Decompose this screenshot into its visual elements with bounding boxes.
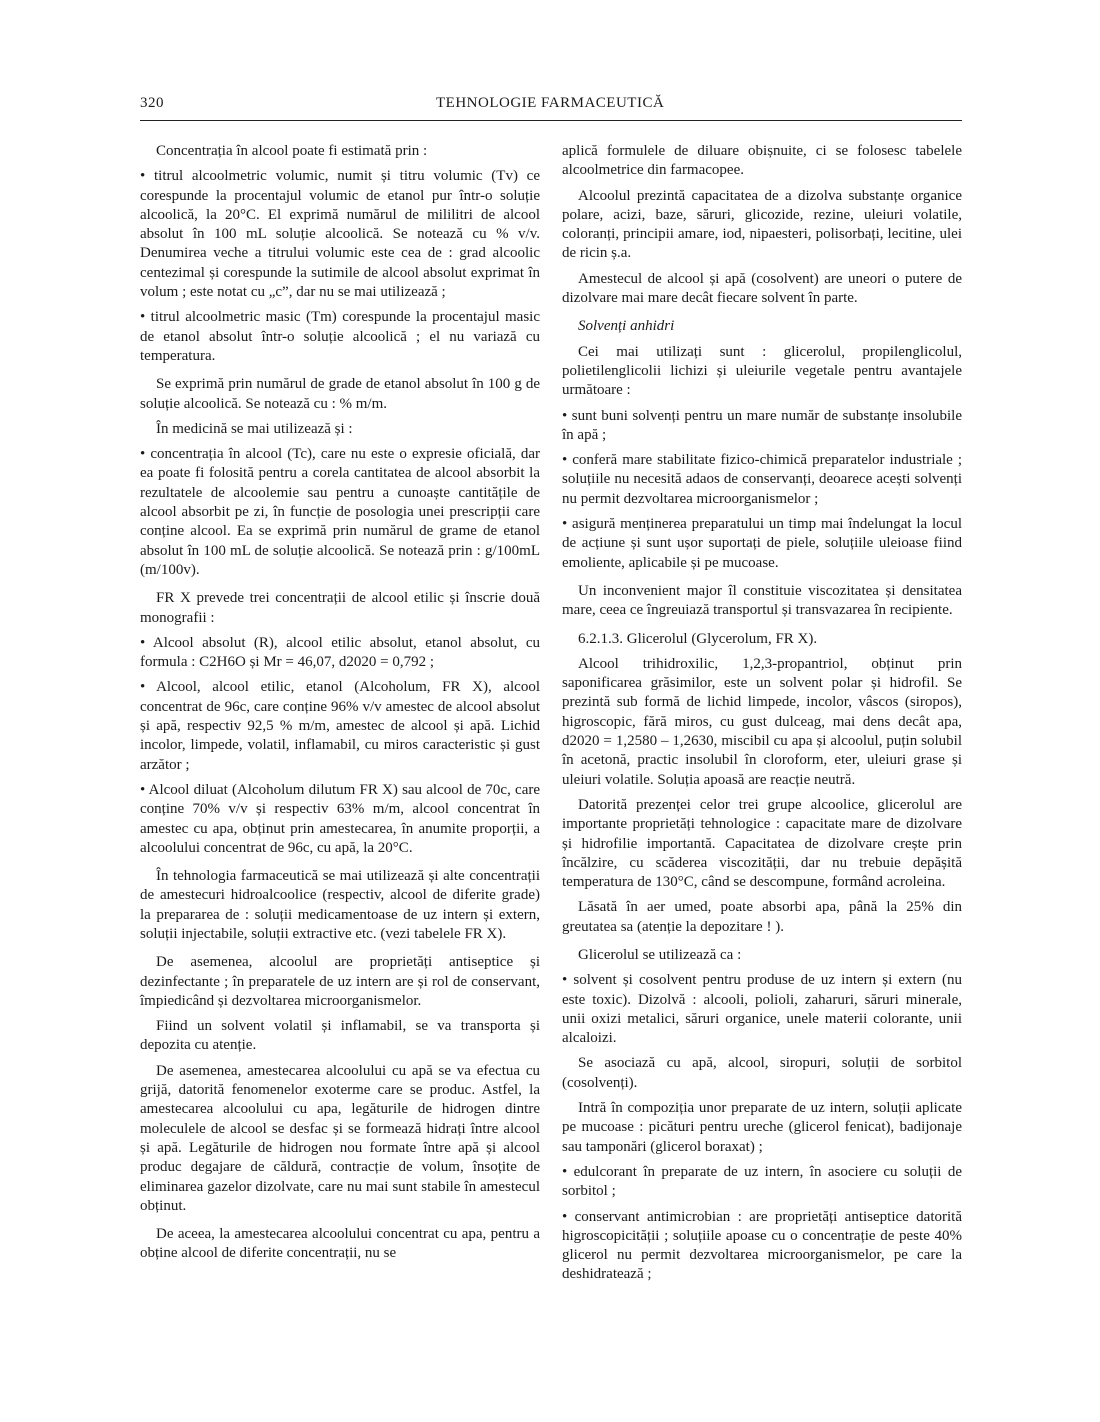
bullet-item: • titrul alcoolmetric masic (Tm) corespunde la procentajul masic de etanol absolut într-o soluție alcoolică ; el nu variază cu temperatura. — [140, 309, 540, 364]
paragraph: În medicină se mai utilizează și : — [156, 420, 353, 437]
paragraph: Amestecul de alcool și apă (cosolvent) are uneori o putere de dizolvare mai mare decât fiecare solvent în parte. — [562, 270, 962, 307]
bullet-item: • conferă mare stabilitate fizico-chimică preparatelor industriale ; soluțiile nu necesită adaos de conservanți, deoarece acești solvenți nu permit dezvoltarea microorganismelor ; — [562, 452, 962, 507]
paragraph: Alcoolul prezintă capacitatea de a dizolva substanțe organice polare, acizi, baze, săruri, glicozide, rezine, uleiuri volatile, coloranți, principii amare, iod, nipaesteri, polisorbați, lecitine, ulei de ricin ș.a. — [562, 187, 962, 262]
left-column — [140, 142, 540, 1270]
paragraph: Fiind un solvent volatil și inflamabil, se va transporta și depozita cu atenție. — [140, 1018, 540, 1054]
paragraph: De aceea, la amestecarea alcoolului concentrat cu apa, pentru a obține alcool de diferite concentrații, nu se — [140, 1226, 540, 1262]
paragraph: Alcool trihidroxilic, 1,2,3-propantriol, obținut prin saponificarea grăsimilor, este un solvent polar și hidrofil. Se prezintă sub formă de lichid limpede, incolor, vâscos (siropos), higroscopic, fără miros, cu gust dulceag, mai dens decât apa, d2020 = 1,2580 – 1,2630, miscibil cu apa și alcoolul, puțin solubil în acetonă, practic insolubil în cloroform, eter, uleiuri grase și uleiuri volatile. Soluția apoasă are reacție neutră. — [562, 655, 962, 788]
paragraph: De asemenea, alcoolul are proprietăți antiseptice și dezinfectante ; în preparatele de uz intern are și rol de conservant, împiedicând și dezvoltarea microorganismelor. — [140, 954, 540, 1009]
page-header — [140, 95, 962, 119]
paragraph: Glicerolul se utilizează ca : — [578, 946, 742, 963]
page-number: 320 — [140, 95, 164, 111]
paragraph: Se exprimă prin numărul de grade de etanol absolut în 100 g de soluție alcoolică. Se notează cu : % m/m. — [140, 376, 540, 412]
section-heading: Solvenți anhidri — [578, 318, 675, 335]
paragraph: De asemenea, amestecarea alcoolului cu apă se va efectua cu grijă, datorită fenomenelor exoterme care se produc. Astfel, la amestecarea alcoolului cu apa, legăturile de hidrogen dintre moleculele de alcool se desfac și se formează hidrați între alcool și apă. Legăturile de hidrogen nou formate între apă și alcool produc degajare de căldură, contracție de volum, însoțite de eliminarea gazelor dizolvate, care nu mai sunt stabile în amestecul obținut. — [140, 1062, 540, 1214]
bullet-item: • Alcool absolut (R), alcool etilic absolut, etanol absolut, cu formula : C2H6O și Mr = 46,07, d2020 = 0,792 ; — [140, 634, 540, 671]
paragraph: Datorită prezenței celor trei grupe alcoolice, glicerolul are importante proprietăți tehnologice : capacitate mare de dizolvare și hidrofilie importantă. Capacitatea de dizolvare crește prin încălzire, cu scăderea viscozității, dar nu trebuie depășită temperatura de 130°C, când se descompune, formând acroleina. — [562, 796, 962, 891]
header-rule — [140, 120, 962, 121]
right-column — [562, 142, 962, 1291]
bullet-item: • Alcool diluat (Alcoholum dilutum FR X) sau alcool de 70c, care conține 70% v/v și respectiv 63% m/m, alcool concentrat în amestec cu apa, obținut prin amestecarea, în anumite proporții, a alcoolului concentrat de 96c, cu apă, la 20°C. — [140, 781, 540, 856]
paragraph: FR X prevede trei concentrații de alcool etilic și înscrie două monografii : — [140, 590, 540, 626]
paragraph: Un inconvenient major îl constituie viscozitatea și densitatea mare, ceea ce îngreuiază transportul și transvazarea în recipiente. — [562, 582, 962, 619]
bullet-item: • asigură menținerea preparatului un timp mai îndelungat la locul de acțiune și sunt ușor suportați de piele, soluțiile uleioase fiind emoliente, aplicabile și pe mucoase. — [562, 516, 962, 571]
paragraph: aplică formulele de diluare obișnuite, ci se folosesc tabelele alcoolmetrice din farmacopee. — [562, 143, 962, 179]
paragraph: Cei mai utilizați sunt : glicerolul, propilenglicolul, polietilenglicolii lichizi și uleiurile vegetale pentru avantajele următoare : — [562, 343, 962, 399]
bullet-continuation: Intră în compoziția unor preparate de uz intern, soluții aplicate pe mucoase : picături pentru ureche (glicerol fenicat), badijonaje sau tamponări (glicerol boraxat) ; — [562, 1100, 962, 1155]
running-title: TEHNOLOGIE FARMACEUTICĂ — [436, 95, 665, 111]
bullet-continuation: Se asociază cu apă, alcool, siropuri, soluții de sorbitol (cosolvenți). — [562, 1055, 962, 1091]
bullet-item: • Alcool, alcool etilic, etanol (Alcoholum, FR X), alcool concentrat de 96c, care conține 96% v/v amestec de alcool absolut și apă, respectiv 92,5 % m/m, amestec de alcool și apă. Lichid incolor, limpede, volatil, inflamabil, cu miros caracteristic și gust arzător ; — [140, 679, 540, 773]
bullet-item: • edulcorant în preparate de uz intern, în asociere cu soluții de sorbitol ; — [562, 1163, 962, 1200]
subsection-heading: 6.2.1.3. Glicerolul (Glycerolum, FR X). — [578, 630, 818, 647]
bullet-item: • titrul alcoolmetric volumic, numit și titru volumic (Tv) ce corespunde la procentajul volumic de etanol pur într-o soluție alcoolică, la 20°C. El exprimă numărul de mililitri de alcool absolut în 100 mL soluție alcoolică. Se notează cu % v/v. Denumirea veche a titrului volumic este cea de : grad alcoolic centezimal și corespunde la sutimile de alcool absolut exprimat în volum ; este notat cu „c”, dar nu se mai utilizează ; — [140, 168, 540, 301]
paragraph: Concentrația în alcool poate fi estimată prin : — [156, 143, 428, 159]
paragraph: Lăsată în aer umed, poate absorbi apa, până la 25% din greutatea sa (atenție la depozitare ! ). — [562, 899, 962, 935]
paragraph: În tehnologia farmaceutică se mai utilizează și alte concentrații de amestecuri hidroalcoolice (respectiv, alcool de diferite grade) la prepararea de : soluții medicamentoase de uz intern și extern, soluții injectabile, soluții extractive etc. (vezi tabelele FR X). — [140, 868, 540, 942]
bullet-item: • solvent și cosolvent pentru produse de uz intern și extern (nu este toxic). Dizolvă : alcooli, polioli, zaharuri, săruri minerale, unii oxizi metalici, săruri organice, unele materii colorante, unii alcaloizi. — [562, 972, 962, 1047]
bullet-item: • concentrația în alcool (Tc), care nu este o expresie oficială, dar ea poate fi folosită pentru a corela cantitatea de alcool absorbit la rezultatele de alcoolemie sau pentru a cunoaște cantitățile de alcool absorbit pe zi, în funcție de posologia unei prescripții care conține alcool. Ea se exprimă prin numărul de grame de etanol absolut în 100 mL de soluție alcoolică. Se notează prin : g/100mL (m/100v). — [140, 446, 540, 578]
bullet-item: • sunt buni solvenți pentru un mare număr de substanțe insolubile în apă ; — [562, 407, 962, 443]
bullet-item: • conservant antimicrobian : are proprietăți antiseptice datorită higroscopicității ; soluțiile apoase cu o concentrație de peste 40% glicerol nu permit dezvoltarea microorganismelor, pe care la deshidratează ; — [562, 1208, 962, 1283]
